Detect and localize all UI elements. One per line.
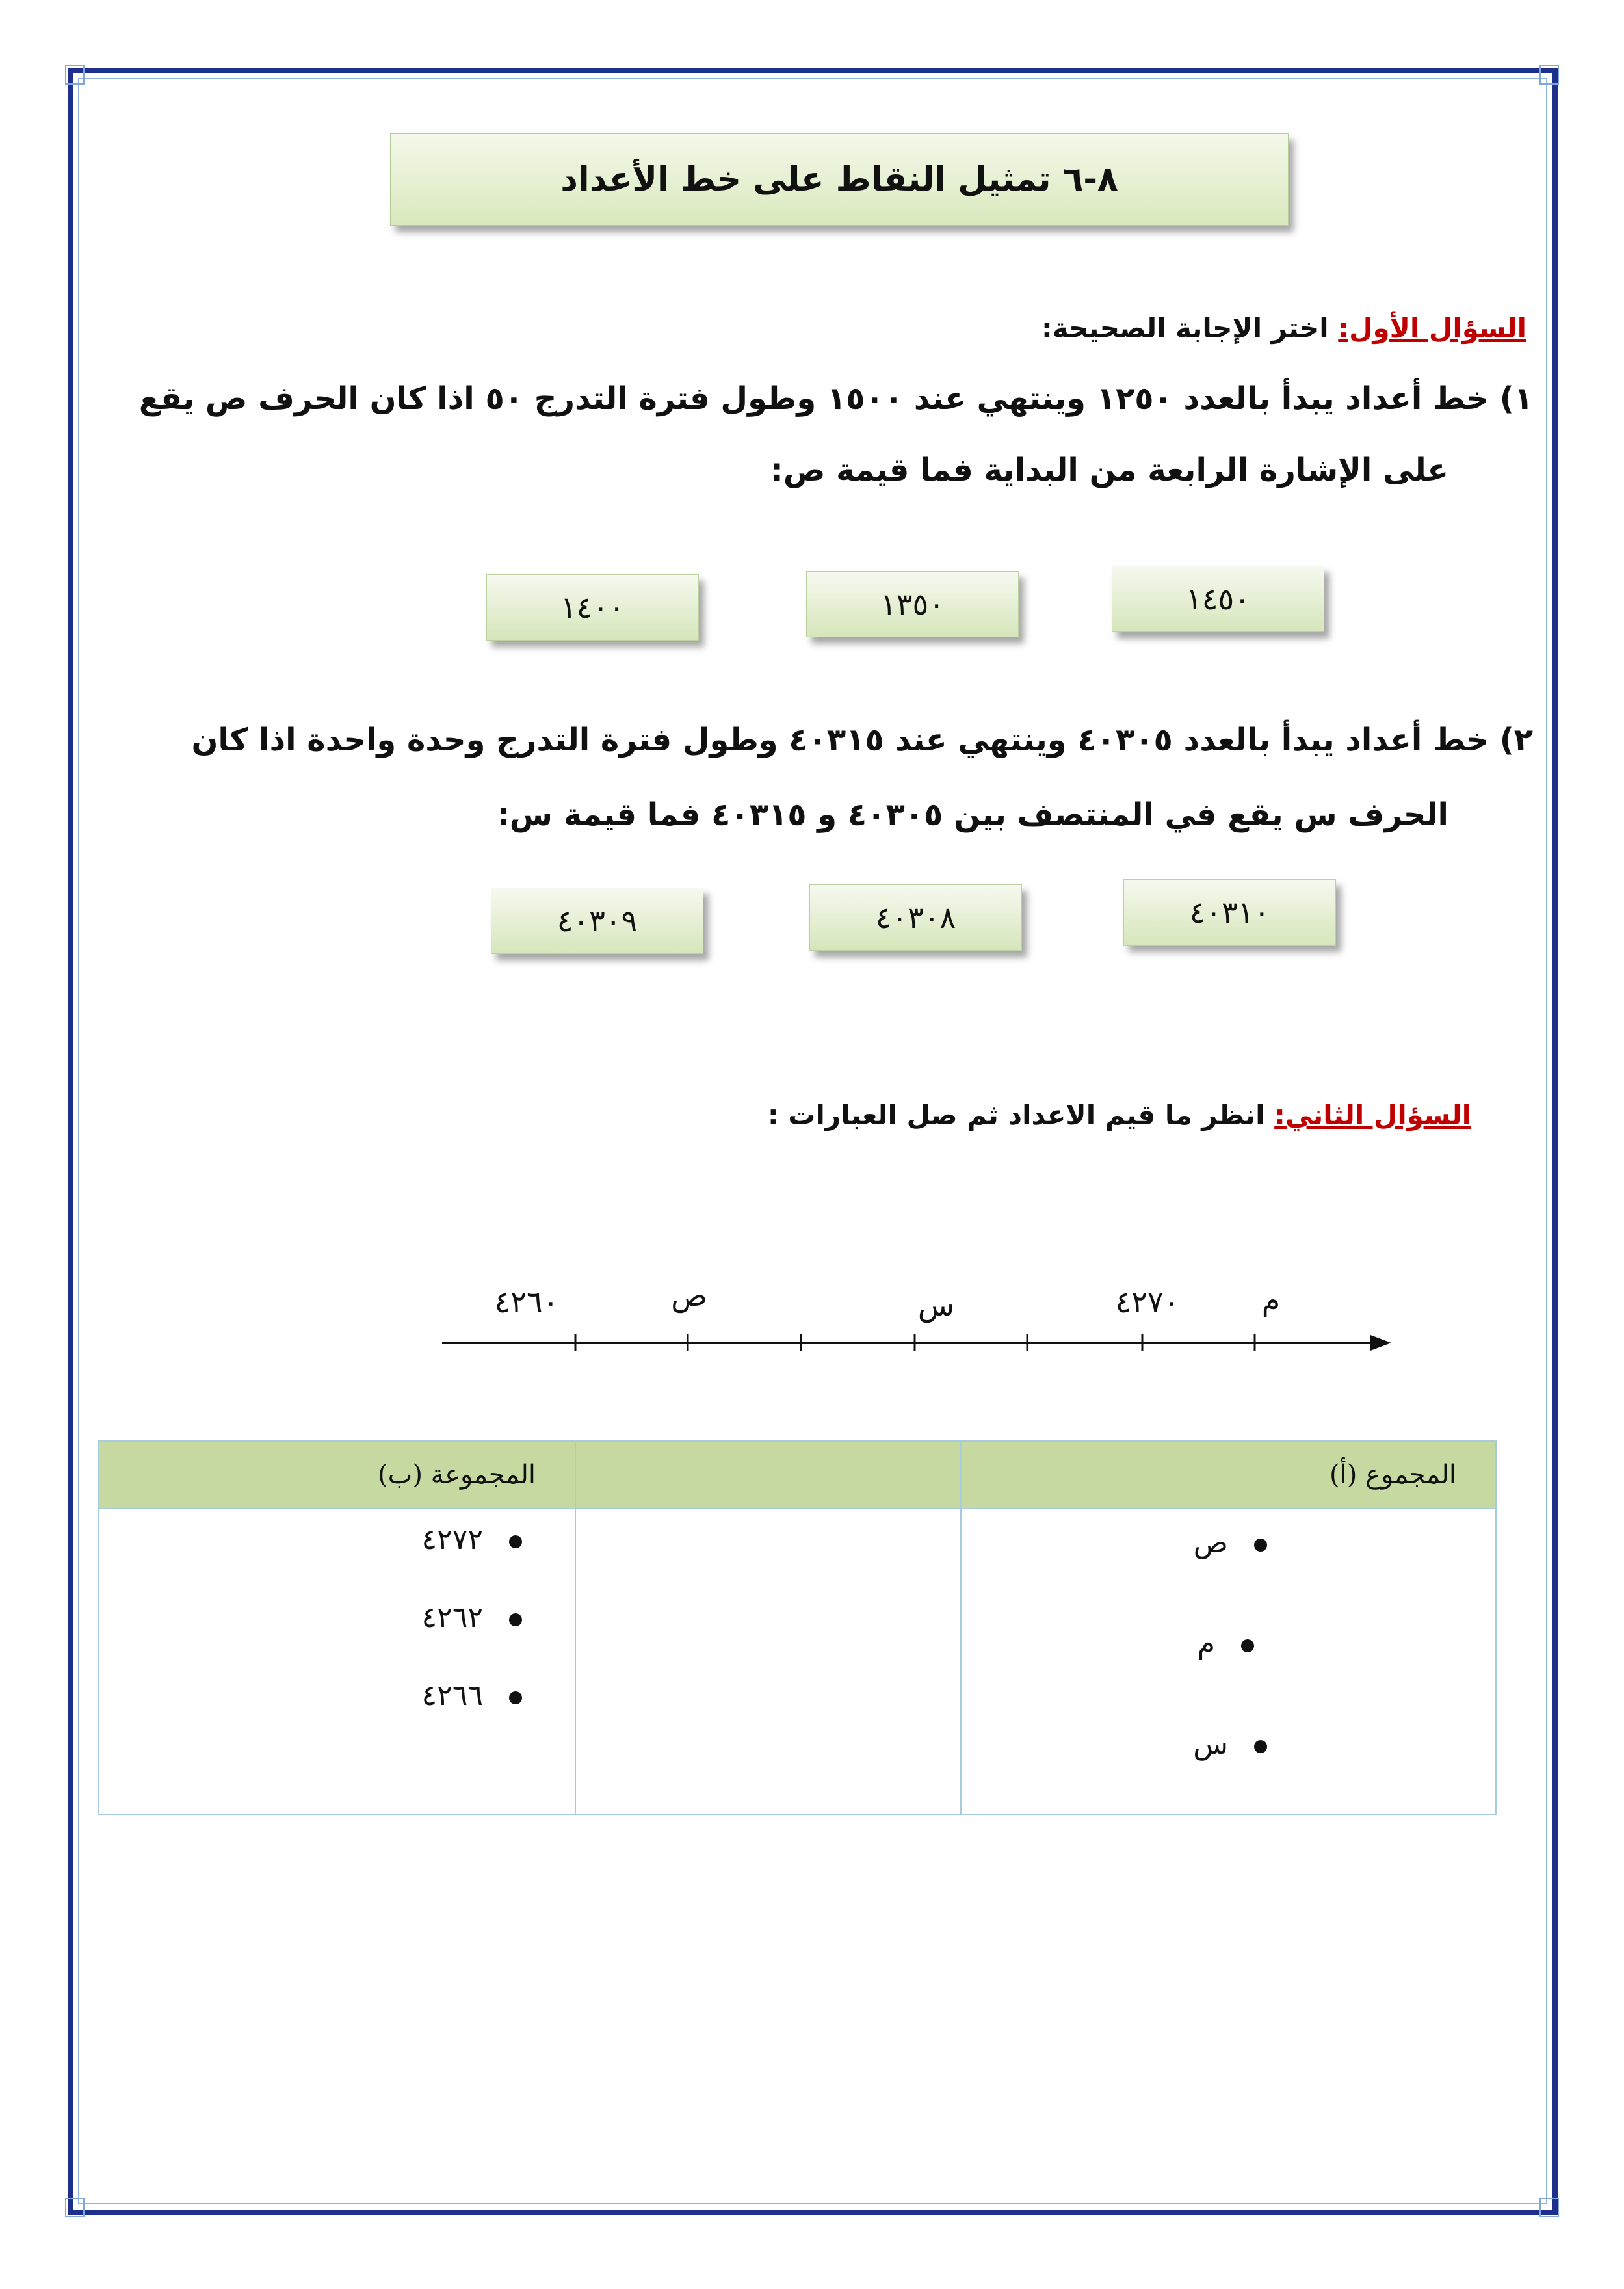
number-line-arrowhead: [1370, 1335, 1391, 1351]
q1-item1-choice-1[interactable]: ١٤٥٠: [1112, 566, 1324, 632]
group-a-item-label: س: [1193, 1728, 1228, 1761]
number-line-label-4270: ٤٢٧٠: [1115, 1284, 1180, 1319]
q1-item2-choice-1[interactable]: ٤٠٣١٠: [1123, 879, 1336, 946]
q1-item1-choice-2[interactable]: ١٣٥٠: [806, 571, 1019, 637]
group-b-item-label: ٤٢٧٢: [421, 1523, 483, 1556]
q1-item1-choice-3[interactable]: ١٤٠٠: [486, 574, 699, 641]
group-a-cell: [961, 1509, 1496, 1814]
group-a-item-label: م: [1197, 1627, 1215, 1660]
question-2-instruction: انظر ما قيم الاعداد ثم صل العبارات :: [767, 1099, 1265, 1131]
q1-item1-text-line1: ١) خط أعداد يبدأ بالعدد ١٢٥٠ وينتهي عند ١٥٠٠ وطول فترة التدرج ٥٠ اذا كان الحرف ص يقع: [138, 380, 1533, 417]
group-a-item[interactable]: [1194, 1526, 1267, 1559]
bullet-dot: [509, 1535, 522, 1548]
matching-table: [98, 1440, 1497, 1815]
group-b-cell: [98, 1509, 575, 1814]
group-b-item[interactable]: [421, 1523, 522, 1556]
number-line-label-4260: ٤٢٦٠: [494, 1284, 559, 1319]
group-b-item[interactable]: [421, 1679, 522, 1712]
bullet-dot: [509, 1691, 522, 1704]
question-1-label: السؤال الأول:: [1338, 312, 1526, 344]
q1-item2-choice-2[interactable]: ٤٠٣٠٨: [809, 884, 1022, 951]
lesson-title: ٨-٦ تمثيل النقاط على خط الأعداد: [390, 133, 1289, 226]
q1-item1-text-line2: على الإشارة الرابعة من البداية فما قيمة ص:: [770, 452, 1448, 488]
bullet-dot: [1254, 1539, 1267, 1552]
number-line-label-sin: س: [917, 1288, 955, 1323]
matching-table-body-row: [98, 1509, 1496, 1814]
question-2-label: السؤال الثاني:: [1274, 1099, 1471, 1131]
group-a-item[interactable]: [1193, 1728, 1267, 1761]
q1-item2-text-line2: الحرف س يقع في المنتصف بين ٤٠٣٠٥ و ٤٠٣١٥ فما قيمة س:: [497, 797, 1448, 833]
number-line-label-mim: م: [1261, 1282, 1281, 1317]
group-a-item[interactable]: [1198, 1627, 1254, 1660]
bullet-dot: [509, 1613, 522, 1626]
header-middle: [575, 1441, 961, 1509]
group-b-item-label: ٤٢٦٦: [421, 1679, 483, 1712]
header-group-b: المجموعة (ب): [98, 1441, 575, 1509]
group-b-item-label: ٤٢٦٢: [421, 1601, 483, 1634]
q1-item2-text-line1: ٢) خط أعداد يبدأ بالعدد ٤٠٣٠٥ وينتهي عند ٤٠٣١٥ وطول فترة التدرج وحدة واحدة اذا كان: [191, 722, 1533, 758]
group-a-item-label: ص: [1193, 1526, 1228, 1559]
bullet-dot: [1254, 1740, 1267, 1753]
question-1-instruction: اختر الإجابة الصحيحة:: [1041, 312, 1329, 344]
matching-table-header-row: [98, 1441, 1496, 1509]
number-line-label-sad: ص: [671, 1278, 707, 1313]
bullet-dot: [1241, 1639, 1254, 1652]
header-group-a: المجموع (أ): [961, 1441, 1496, 1509]
matching-middle-cell: [575, 1509, 961, 1814]
group-b-item[interactable]: [421, 1601, 522, 1634]
q1-item2-choice-3[interactable]: ٤٠٣٠٩: [491, 888, 703, 954]
